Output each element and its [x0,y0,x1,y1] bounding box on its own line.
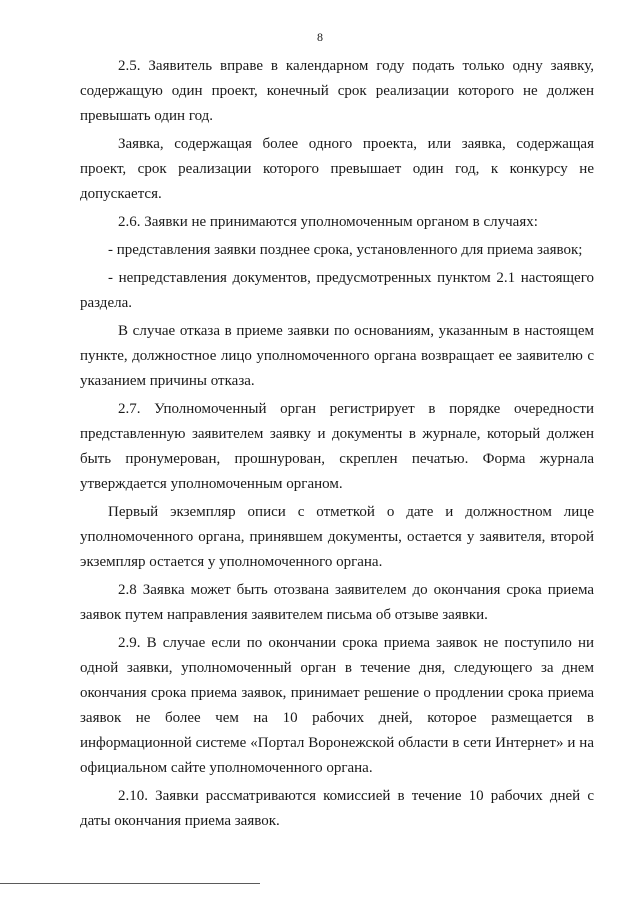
paragraph-2-5: 2.5. Заявитель вправе в календарном году подать только одну заявку, содержащую один проект, конечный срок реализации которого не должен превышать один год. [80,58,594,124]
paragraph-multiple-projects: Заявка, содержащая более одного проекта, или заявка, содержащая проект, срок реализации которого превышает один год, к конкурсу не допускается. [80,136,594,202]
document-body [80,54,594,837]
footer-divider [0,883,260,884]
paragraph-2-6: 2.6. Заявки не принимаются уполномоченным органом в случаях: [118,214,538,230]
paragraph-first-copy: Первый экземпляр описи с отметкой о дате и должностном лице уполномоченного органа, принявшем документы, остается у заявителя, второй экземпляр остается у уполномоченного органа. [80,504,594,570]
paragraph-refusal: В случае отказа в приеме заявки по основаниям, указанным в настоящем пункте, должностное лицо уполномоченного органа возвращает ее заявителю с указанием причины отказа. [80,323,594,389]
paragraph-2-10: 2.10. Заявки рассматриваются комиссией в течение 10 рабочих дней с даты окончания приема заявок. [80,788,594,829]
page-number: 8 [317,30,323,44]
paragraph-2-8: 2.8 Заявка может быть отозвана заявителем до окончания срока приема заявок путем направления заявителем письма об отзыве заявки. [80,582,594,623]
list-item-missing-documents: - непредставления документов, предусмотренных пунктом 2.1 настоящего раздела. [80,270,594,311]
paragraph-2-7: 2.7. Уполномоченный орган регистрирует в порядке очередности представленную заявителем заявку и документы в журнале, который должен быть пронумерован, прошнурован, скреплен печатью. Форма журнала утверждается уполномоченным органом. [80,401,594,492]
paragraph-2-9: 2.9. В случае если по окончании срока приема заявок не поступило ни одной заявки, уполномоченный орган в течение дня, следующего за днем окончания срока приема заявок, принимает решение о продлении срока приема заявок не более чем на 10 рабочих дней, которое размещается в информационной системе «Портал Воронежской области в сети Интернет» и на официальном сайте уполномоченного органа. [80,635,594,776]
list-item-late-submission: - представления заявки позднее срока, установленного для приема заявок; [108,242,583,258]
